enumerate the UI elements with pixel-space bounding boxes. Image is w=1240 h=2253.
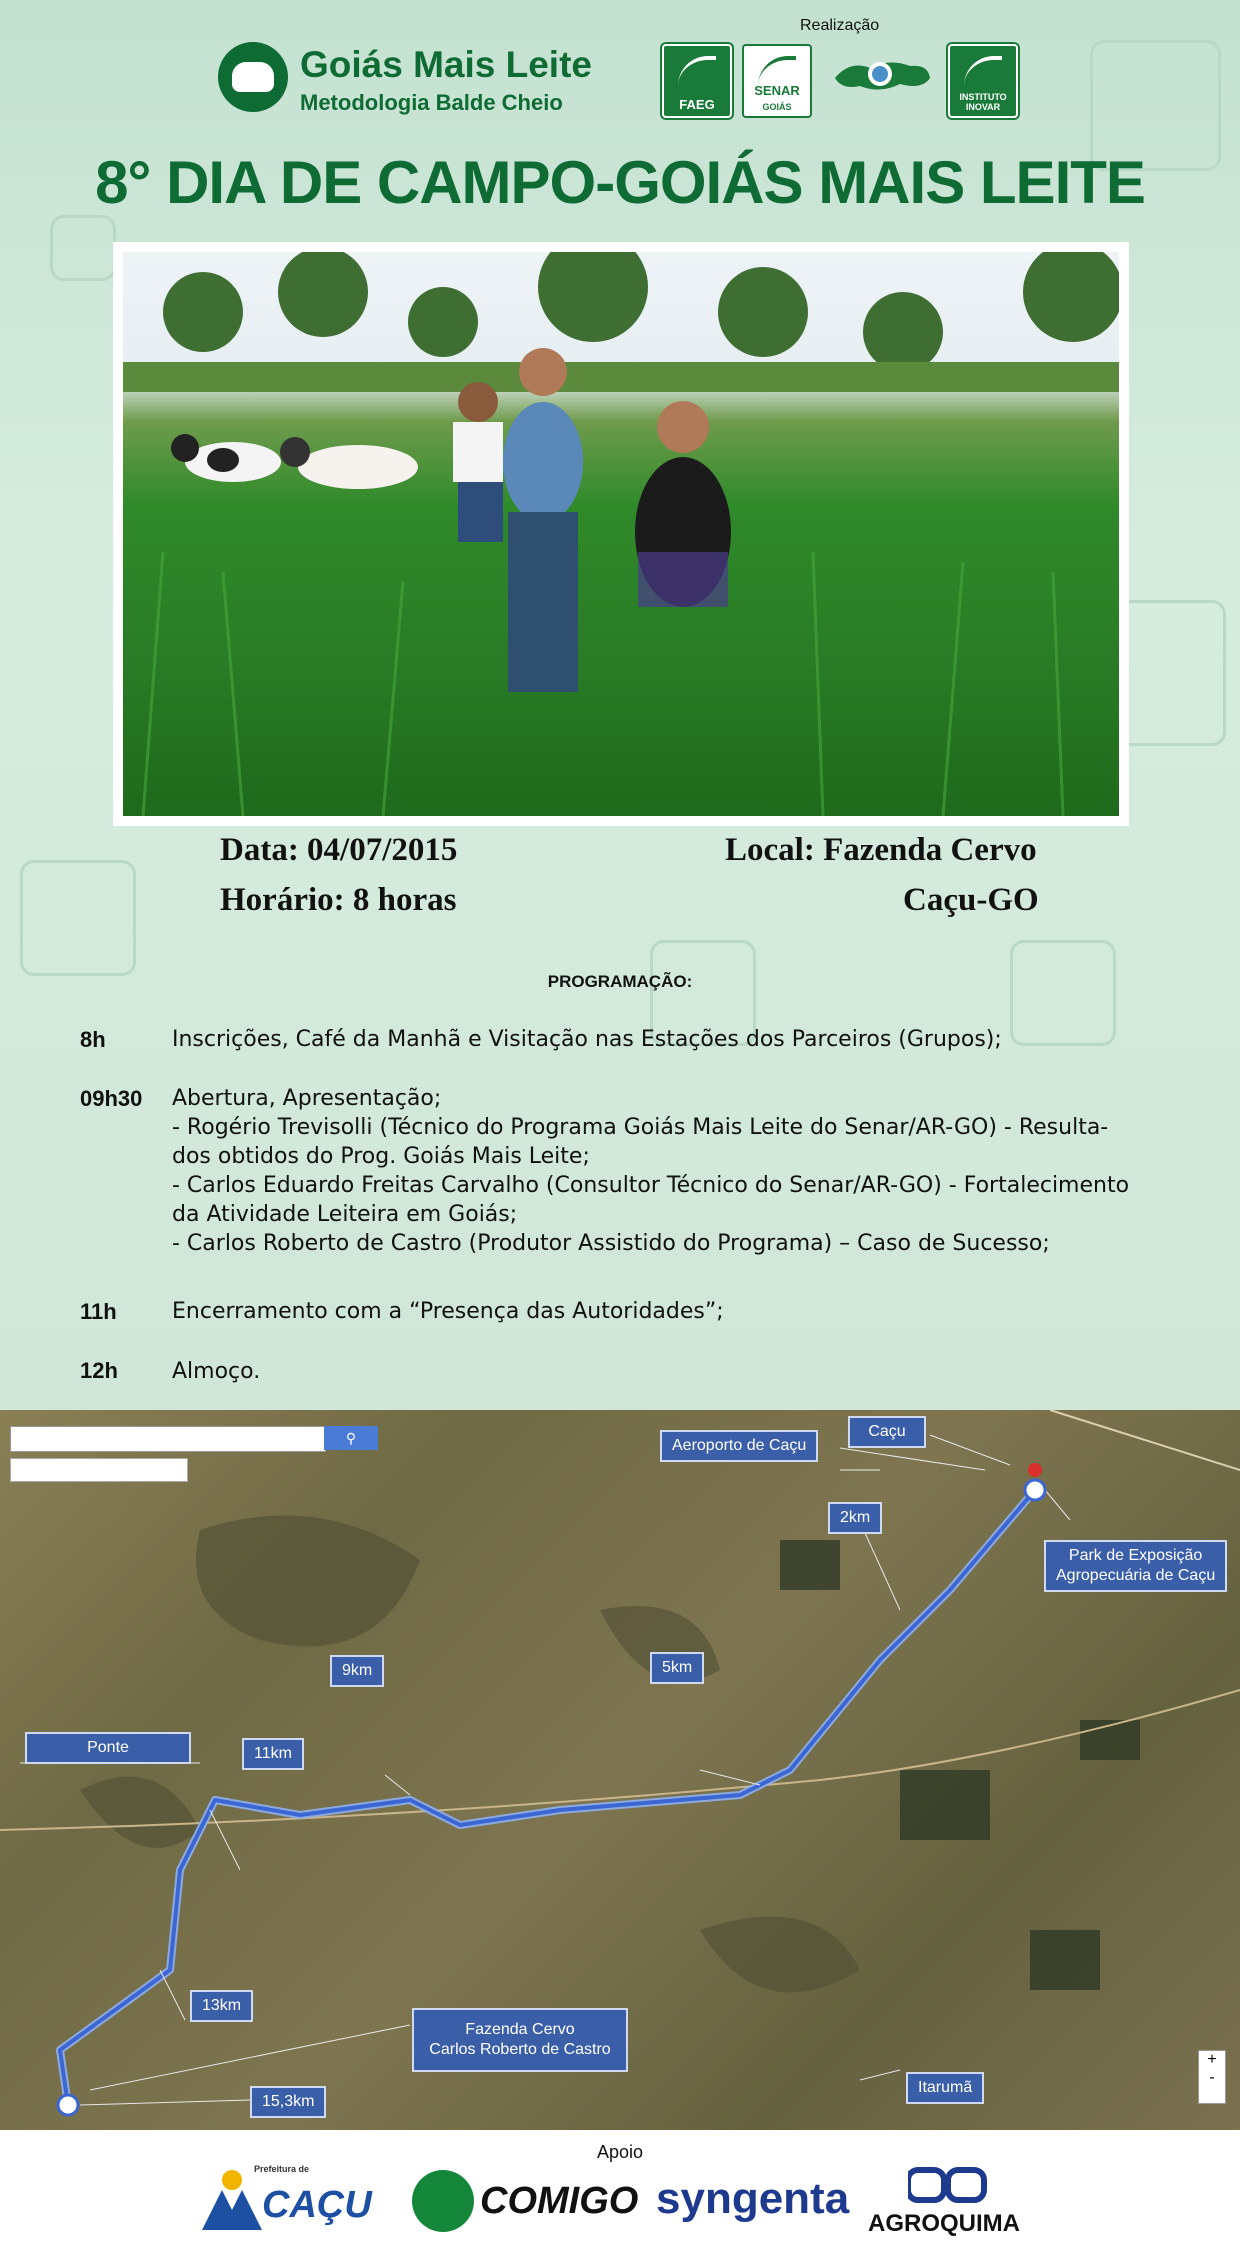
senar-logo bbox=[742, 44, 812, 118]
page-title: 8° DIA DE CAMPO-GOIÁS MAIS LEITE bbox=[95, 149, 1145, 216]
agroquima-logo bbox=[868, 2166, 1038, 2246]
event-date: Data: 04/07/2015 bbox=[220, 832, 458, 868]
faeg-label: FAEG bbox=[679, 97, 715, 112]
cacu-logo bbox=[192, 2160, 392, 2240]
watermark-box bbox=[50, 215, 116, 281]
program-item bbox=[172, 1297, 1172, 1326]
program-item bbox=[172, 1025, 1172, 1054]
program-line: dos obtidos do Prog. Goiás Mais Leite; bbox=[172, 1144, 590, 1169]
map-search-button[interactable] bbox=[324, 1426, 378, 1450]
instituto-inovar-logo bbox=[948, 44, 1018, 118]
sponsors-footer bbox=[0, 2130, 1240, 2253]
map-search-input[interactable] bbox=[10, 1426, 326, 1452]
watermark-box bbox=[20, 860, 136, 976]
comigo-emblem-icon bbox=[412, 2170, 474, 2232]
program-line: da Atividade Leiteira em Goiás; bbox=[172, 1202, 518, 1227]
program-line: Encerramento com a “Presença das Autoridades”; bbox=[172, 1299, 724, 1324]
cow-logo-icon bbox=[218, 42, 288, 112]
family-photo bbox=[123, 252, 1119, 816]
program-time: 8h bbox=[80, 1027, 106, 1052]
logo-title: Goiás Mais Leite bbox=[300, 44, 592, 85]
event-location: Local: Fazenda Cervo bbox=[725, 832, 1037, 868]
program-line: - Carlos Eduardo Freitas Carvalho (Consultor Técnico do Senar/AR-GO) - Fortalecimento bbox=[172, 1173, 1130, 1198]
map-label-5km: 5km bbox=[650, 1652, 704, 1684]
map-label-9km: 9km bbox=[330, 1655, 384, 1687]
agroquima-emblem-icon bbox=[908, 2166, 988, 2206]
senar-label: SENAR bbox=[754, 83, 800, 98]
park-line-2: Agropecuária de Caçu bbox=[1056, 1567, 1216, 1584]
fazenda-line-1: Fazenda Cervo bbox=[465, 2021, 575, 2038]
comigo-label: COMIGO bbox=[480, 2180, 639, 2222]
sindicato-rural-logo bbox=[830, 50, 935, 100]
program-item bbox=[172, 1357, 1172, 1386]
map-label-2km: 2km bbox=[828, 1502, 882, 1534]
park-line-1: Park de Exposição bbox=[1068, 1547, 1203, 1564]
photo-frame bbox=[113, 242, 1129, 826]
program-line: - Rogério Trevisolli (Técnico do Programa Goiás Mais Leite do Senar/AR-GO) - Resulta- bbox=[172, 1115, 1109, 1140]
cacu-small-label: Prefeitura de bbox=[254, 2164, 310, 2174]
apoio-label: Apoio bbox=[596, 2142, 644, 2162]
event-time: Horário: 8 horas bbox=[220, 882, 457, 918]
map-label-aeroporto: Aeroporto de Caçu bbox=[660, 1430, 818, 1462]
map-zoom-control[interactable] bbox=[1198, 2050, 1226, 2104]
program-line: Inscrições, Café da Manhã e Visitação nas Estações dos Parceiros (Grupos); bbox=[172, 1027, 1002, 1052]
program-time: 12h bbox=[80, 1358, 118, 1383]
agroquima-label: AGROQUIMA bbox=[868, 2210, 1020, 2237]
senar-sub-label: GOIÁS bbox=[762, 102, 792, 112]
inovar-label: INSTITUTO INOVAR bbox=[959, 92, 1007, 112]
map-label-11km: 11km bbox=[242, 1738, 304, 1770]
cacu-label: CAÇU bbox=[262, 2184, 372, 2226]
search-icon: ⚲ bbox=[345, 1430, 357, 1446]
zoom-in-button[interactable]: + bbox=[1207, 2051, 1217, 2068]
map-label-itaruma: Itarumã bbox=[906, 2072, 984, 2104]
photo-illustration bbox=[123, 252, 1119, 816]
zoom-out-button[interactable]: - bbox=[1209, 2069, 1215, 2086]
event-city: Caçu-GO bbox=[903, 882, 1039, 918]
map-label-park bbox=[1044, 1540, 1227, 1592]
faeg-logo bbox=[662, 44, 732, 118]
program-line: Abertura, Apresentação; bbox=[172, 1086, 442, 1111]
program-heading: PROGRAMAÇÃO: bbox=[547, 972, 693, 991]
fazenda-line-2: Carlos Roberto de Castro bbox=[429, 2041, 611, 2058]
logo-subtitle: Metodologia Balde Cheio bbox=[300, 90, 563, 115]
syngenta-logo: syngenta bbox=[656, 2174, 850, 2223]
map-label-15km: 15,3km bbox=[250, 2086, 326, 2118]
program-item bbox=[172, 1084, 1172, 1258]
map-toolbar[interactable] bbox=[10, 1458, 188, 1482]
program-line: - Carlos Roberto de Castro (Produtor Assistido do Programa) – Caso de Sucesso; bbox=[172, 1231, 1050, 1256]
realizacao-label: Realização bbox=[800, 17, 880, 34]
map-label-13km: 13km bbox=[190, 1990, 253, 2022]
program-time: 09h30 bbox=[80, 1086, 143, 1111]
program-line: Almoço. bbox=[172, 1359, 261, 1384]
goias-mais-leite-logo bbox=[218, 40, 598, 120]
program-time: 11h bbox=[80, 1299, 117, 1324]
map-label-cacu: Caçu bbox=[848, 1416, 926, 1448]
map-label-ponte: Ponte bbox=[25, 1732, 191, 1764]
route-map[interactable] bbox=[0, 1410, 1240, 2130]
map-label-fazenda bbox=[412, 2008, 628, 2072]
